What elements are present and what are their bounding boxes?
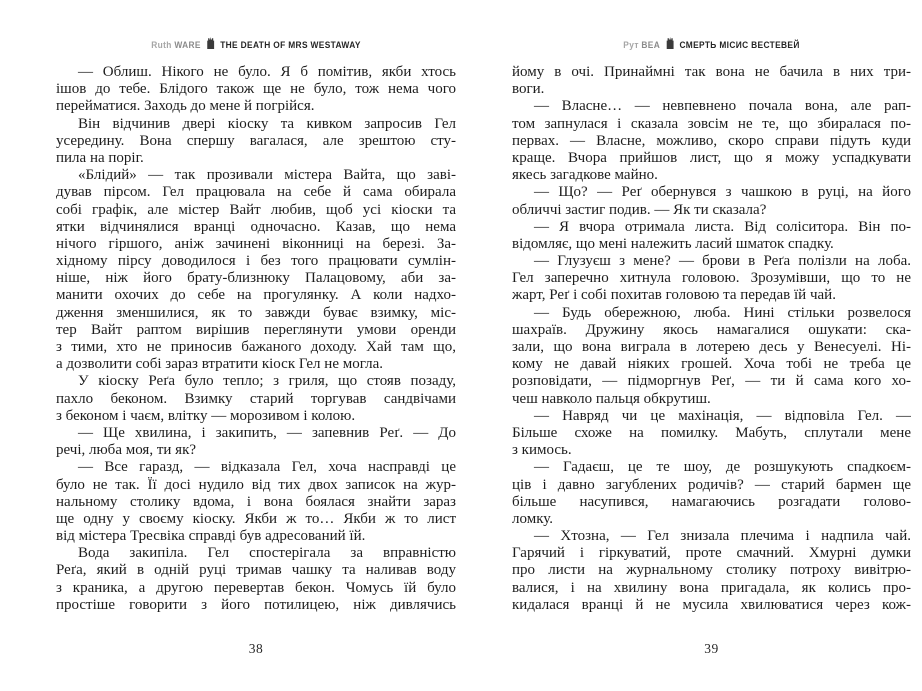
page-text (512, 64, 911, 614)
text-line: — Що? — Реґ обернувся з чашкою в руці, на його (534, 184, 911, 201)
text-line: від містера Тресвіка справді був адресований їй. (56, 528, 366, 545)
text-line: з беконом і чаєм, влітку — морозивом і колою. (56, 407, 356, 424)
text-line: Більше схоже на помилку. Мабуть, сплутали мене (512, 424, 911, 441)
text-line: Реґа, який в одній руці тримав чашку та наливав воду (56, 562, 456, 579)
text-line: обличчі застиг подив. — Як ти сказала? (512, 201, 767, 218)
book-title: СМЕРТЬ МІСИС ВЕСТЕВЕЙ (679, 40, 800, 51)
text-line: зали, що вона виграла в лотерею десь у Венесуелі. Ні- (512, 339, 911, 355)
text-line: — Ще хвилина, і закипить, — запевнив Реґ. — До (78, 424, 456, 441)
text-line: пахло беконом. Взимку старий торгував сандвічами (56, 390, 456, 407)
text-line: — Будь обережною, люба. Нині стільки розвелося (534, 304, 911, 321)
text-line: нічого гіршого, аніж зачинені віконниці на березі. За- (56, 235, 456, 252)
text-line: більше насупився, намагаючись розгадати голово- (512, 493, 911, 510)
author-first-name: Рут (623, 40, 639, 51)
text-line: Вода закипіла. Гел спостерігала за вправністю (78, 545, 456, 562)
text-line: кидалася вранці й не мусила хвилюватися через кож- (512, 596, 911, 613)
text-line: — Навряд чи це махінація, — відповіла Гел. — (534, 407, 911, 424)
text-line: усередину. Вона спершу вагалася, але зрештою сту- (56, 132, 456, 149)
text-line: чеш навколо пальця обкрутиш. (512, 390, 711, 407)
text-line: з тими, хто не приносив бажаного доходу. Хай там що, (56, 339, 456, 355)
text-line: краще. Вчора прийшов лист, що я можу успадкувати (512, 149, 911, 166)
text-line: — Хтозна, — Гел знизала плечима і надпила чай. (534, 528, 911, 545)
text-line: кому не давай ніяких грошей. Хоча тобі не треба це (512, 356, 911, 373)
text-line: речі, люба моя, ти як? (56, 442, 197, 459)
text-line: собі графік, але містер Вайт любив, щоб усі кіоски та (56, 201, 456, 218)
text-line: з краника, а другою перевертав бекон. Чомусь їй було (56, 579, 456, 596)
page-number: 38 (248, 641, 264, 656)
text-line: хідному пірсу доводилося і без того працювати сумлін- (56, 253, 456, 270)
text-line: манити охочих до себе на прогулянку. А коли надхо- (56, 287, 456, 304)
author-first-name: Ruth (151, 40, 172, 51)
text-line: шахраїв. Дружину якось намагалися ошукати: ска- (512, 321, 911, 338)
author-last-name: ВЕА (641, 40, 661, 51)
page-number: 39 (704, 641, 719, 656)
text-line: — Все гаразд, — відказала Гел, хоча насправді це (78, 459, 456, 476)
text-line: з кимось. (512, 442, 572, 459)
text-line: ніше, ніж його брату-близнюку Палацовому, аби за- (56, 270, 456, 287)
text-line: первах. — Власне, можливо, скоро справи підуть куди (512, 132, 911, 149)
text-line: Він відчинив двері кіоску та кивком запросив Гел (78, 115, 456, 132)
text-line: — Облиш. Нікого не було. Я б помітив, якби хтось (78, 64, 456, 80)
text-line: — Гадаєш, це те шоу, де розшукують спадкоєм- (534, 459, 911, 476)
text-line: воги. (512, 81, 545, 98)
text-line: ще одну у своєму кіоску. Якби ж то… Якби ж то лист (56, 510, 456, 527)
publisher-logo-icon (666, 37, 674, 52)
text-line: йому в очі. Принаймні так вона не бачила в них три- (512, 64, 911, 80)
text-line: перейматися. Заходь до мене й погрійся. (56, 98, 315, 115)
text-line: нальному столику вдома, і вона боялася знайти зараз (56, 493, 456, 510)
text-line: валися, і на хвилину вона пригадала, як колись про- (512, 579, 911, 596)
text-line: а дозволити собі зараз втратити кіоск Гел не могла. (56, 356, 384, 373)
text-line: про листи на журнальному столику потроху вивітрю- (512, 562, 911, 579)
text-line: ців і давно загублених родичів? — старий бармен ще (512, 476, 911, 493)
running-header-left (80, 37, 432, 52)
text-line: було не так. Її досі нудило від тих двох записок на жур- (56, 476, 456, 493)
running-header-right (536, 37, 887, 52)
page-text (56, 64, 456, 614)
text-line: — Власне… — невпевнено почала вона, але рап- (534, 98, 911, 115)
book-title: THE DEATH OF MRS WESTAWAY (220, 40, 361, 51)
text-line: дував пірсом. Гел працювала на себе й сама обирала (56, 184, 456, 201)
publisher-logo-icon (207, 37, 215, 52)
text-line: розповідати, — підморгнув Реґ, — ти й сама кого хо- (512, 373, 911, 390)
text-line: ішов до тебе. Блідого також ще не було, тож нема чого (56, 81, 456, 98)
text-line: — Я вчора отримала листа. Від соліситора. Він по- (534, 218, 911, 235)
text-line: дження зменшилися, як то завжди буває взимку, міс- (56, 304, 456, 321)
author-last-name: WARE (174, 40, 201, 51)
text-line: пила на поріг. (56, 149, 144, 166)
text-line: Гарячий і гіркуватий, проте смачний. Хмурні думки (512, 545, 911, 562)
text-line: жарт, Реґ і собі похитав головою та передав їй чай. (512, 287, 836, 304)
text-line: відомляє, що мені належить ласий шматок спадку. (512, 235, 834, 252)
text-line: «Блідий» — так прозивали містера Вайта, що заві- (78, 167, 456, 184)
text-line: ломку. (512, 510, 554, 527)
text-line: — Глузуєш з мене? — брови в Реґа полізли на лоба. (534, 253, 911, 270)
text-line: якесь загадкове майно. (512, 167, 658, 184)
text-line: том запнулася і сказала зовсім не те, що збиралася по- (512, 115, 911, 132)
text-line: ятки відчинялися вранці одночасно. Казав, що нема (56, 218, 456, 235)
text-line: тер Вайт раптом вирішив переглянути умови оренди (56, 321, 456, 338)
text-line: У кіоску Реґа було тепло; з гриля, що стояв позаду, (78, 373, 456, 390)
text-line: Гел заперечно хитнула головою. Зрозумівши, що то не (512, 270, 911, 287)
text-line: простіше говорити з його потилицею, ніж дивлячись (56, 596, 456, 613)
